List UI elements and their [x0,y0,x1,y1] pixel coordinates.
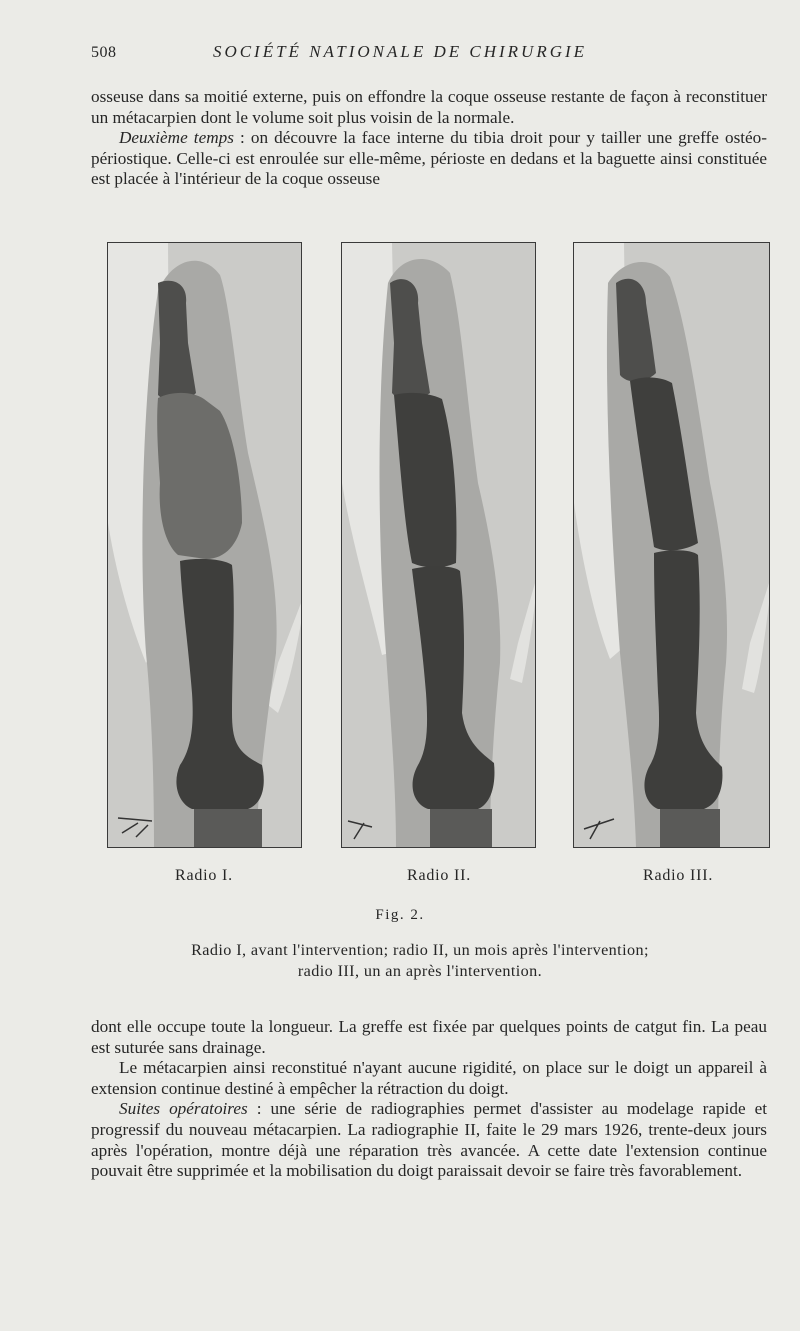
radiograph-1 [107,242,302,848]
figure-label: Fig. 2. [375,907,425,923]
body-text-bottom [91,1017,767,1182]
radio-label-1: Radio I. [175,867,233,884]
paragraph [91,1099,767,1181]
page-number: 508 [91,44,117,61]
paragraph [91,128,767,190]
paragraph-heading: Suites opératoires [119,1099,248,1119]
caption-line: radio III, un an après l'intervention. [297,961,543,980]
radiograph-1-image [108,243,301,847]
radiograph-3 [573,242,770,848]
body-text-top [91,87,767,190]
paragraph-heading: Deuxième temps [119,128,234,148]
paragraph-text: : on découvre la face interne du tibia droit pour y tailler une greffe ostéo-périostique. Celle-ci est enroulée sur elle-même, périoste en dedans et la baguette ainsi constituée est placée à l'intérieur de la coque osseuse [91,128,767,189]
radio-label-2: Radio II. [407,867,472,884]
caption-line: Radio I, avant l'intervention; radio II, un mois après l'intervention; [191,941,649,959]
figure-caption [130,940,710,981]
radiograph-3-image [574,243,769,847]
paragraph: dont elle occupe toute la longueur. La greffe est fixée par quelques points de catgut fin. La peau est suturée sans drainage. [91,1017,767,1057]
running-head: SOCIÉTÉ NATIONALE DE CHIRURGIE [212,42,588,61]
paragraph-text: : une série de radiographies permet d'assister au modelage rapide et progressif du nouveau métacarpien. La radiographie II, faite le 29 mars 1926, trente-deux jours après l'opération, montre déjà une réparation très avancée. A cette date l'extension continue pouvait être supprimée et la mobilisation du doigt paraissait devoir se faire très favorablement. [91,1099,768,1181]
radiograph-2-image [342,243,535,847]
radiograph-2 [341,242,536,848]
paragraph: osseuse dans sa moitié externe, puis on effondre la coque osseuse restante de façon à reconstituer un métacarpien dont le volume soit plus voisin de la normale. [91,87,767,127]
paragraph: Le métacarpien ainsi reconstitué n'ayant aucune rigidité, on place sur le doigt un appareil à extension continue destiné à empêcher la rétraction du doigt. [91,1058,767,1098]
radio-label-3: Radio III. [643,867,714,884]
